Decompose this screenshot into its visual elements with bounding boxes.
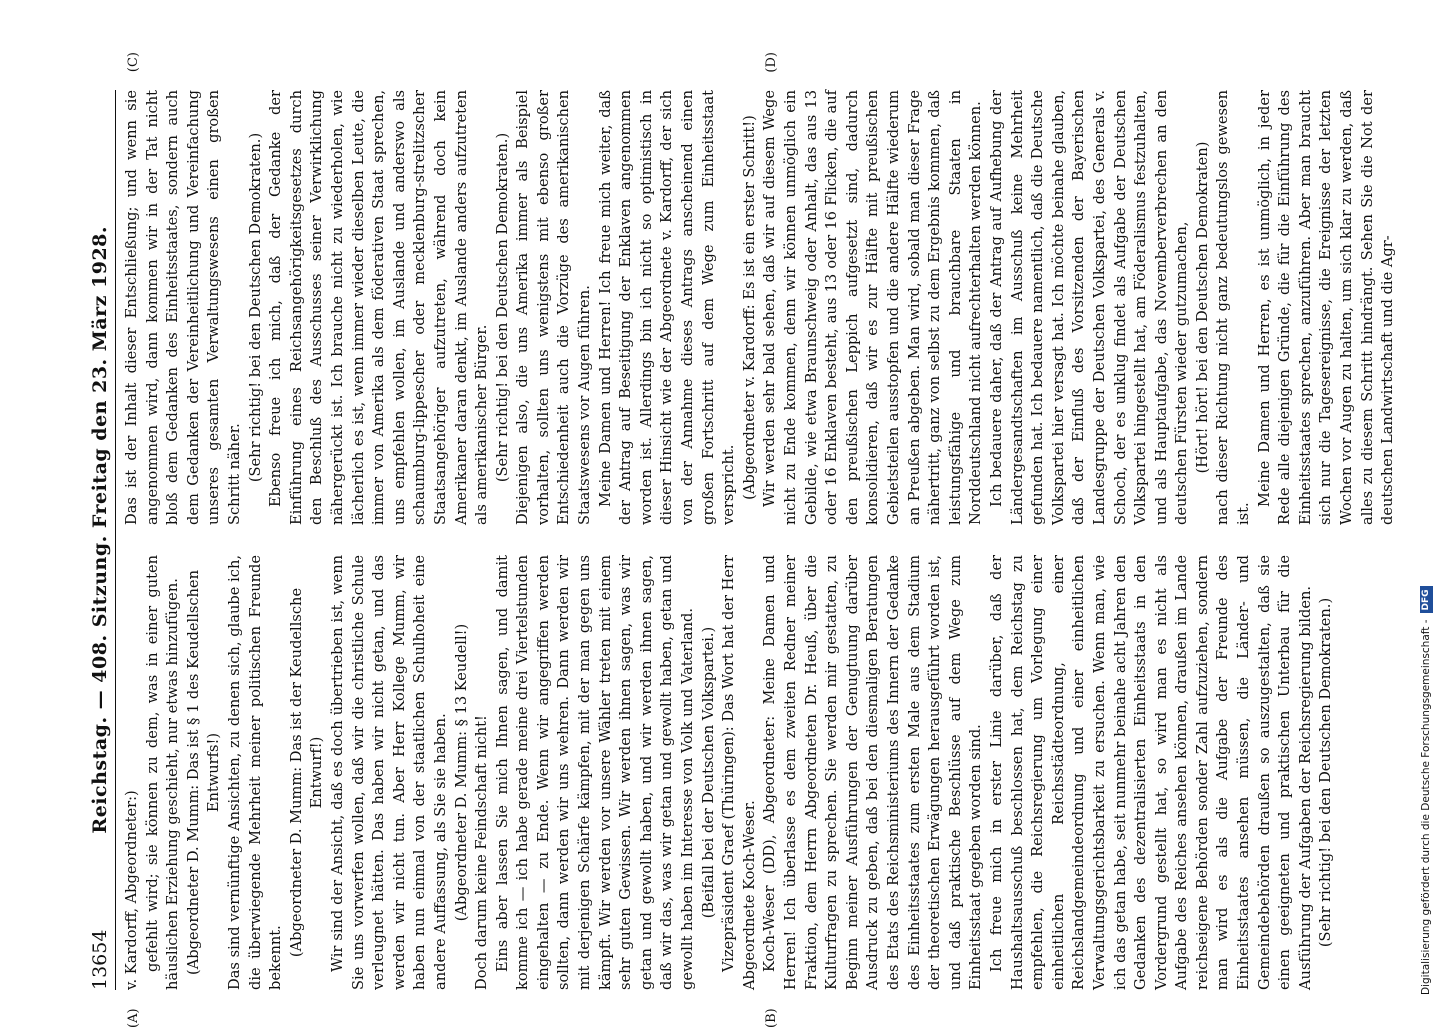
speech-paragraph: Ich freue mich in erster Linie darüber, daß der Haushaltsausschuß beschlossen hat, dem Reichstag zu empfehlen, die Reichsregierung um Vorlegung einer einheitlichen Reichsstädteordnung, einer Reichslandgemeindeordnung und einer einheitlichen Verwaltungsgerichtsbarkeit zu ersuchen. Wenn man, wie ich das getan habe, seit nunmehr beinahe acht Jahren den Gedanken des dezentralisierten Einheitsstaats in den Vordergrund gestellt hat, so wird man es nicht als Aufgabe des Reiches ansehen können, draußen im Lande reichseigene Behörden sonder Zahl aufzuziehen, sondern man wird es als die Aufgabe der Freunde des Einheitsstaates ansehen müssen, die Länder- und Gemeindebehörden draußen so auszugestalten, daß sie einen geeigneten und praktischen Unterbau für die Ausführung der Aufgaben der Reichsregierung bilden. (987, 555, 1314, 990)
applause-note: (Beifall bei der Deutschen Volkspartei.) (699, 626, 717, 919)
paragraph: Meine Damen und Herren, es ist unmöglich, in jeder Rede alle diejenigen Gründe, die für die Einführung des Einheitsstaates sprechen, anzuführen. Aber man braucht sich nur die Tagesereignisse, die Ereignisse der letzten Wochen vor Augen zu halten, um sich klar zu werden, daß alles zu diesem Schritt hindrängt. Sehen Sie die Not der deutschen Landwirtschaft und die Agr- (1255, 90, 1397, 525)
page-number: 13654 (89, 929, 111, 990)
page-header (80, 90, 116, 990)
left-column (122, 555, 1400, 1028)
margin-mark-d: (D) (764, 52, 779, 73)
paragraph: Meine Damen und Herren! Ich freue mich weiter, daß der Antrag auf Beseitigung der Enklaven angenommen worden ist. Allerdings bin ich nicht so optimistisch in dieser Hinsicht wie der Abgeordnete v. Kardorff, der sich von der Annahme dieses Antrags anscheinend einen großen Fortschritt auf dem Wege zum Einheitsstaat verspricht. (596, 90, 738, 525)
interjection: (Abgeordneter D. Mumm: Das ist der Keudellsche Entwurf!) (287, 587, 326, 958)
paragraph: Wir werden sehr bald sehen, daß wir auf diesem Wege nicht zu Ende kommen, denn wir können unmöglich ein Gebilde, wie etwa Braunschweig oder Anhalt, das aus 13 oder 16 Enklaven besteht, aus 13 oder 16 Flicken, die auf den preußischen Leppich aufgesetzt sind, dadurch konsolidieren, daß wir es zur Hälfte mit preußischen Gebietsteilen ausstopfen und die andere Hälfte wiederum an Preußen abgeben. Man wird, sobald man dieser Frage nähertritt, ganz von selbst zu dem Ergebnis kommen, daß leistungsfähige und brauchbare Staaten in Norddeutschland nicht aufrechterhalten werden können. (761, 90, 985, 525)
margin-mark-b: (B) (764, 1008, 779, 1028)
text-columns (122, 52, 1400, 1028)
dfg-credit (1418, 5, 1434, 995)
interjection: (Abgeordneter D. Mumm: § 13 Keudell!) (452, 623, 470, 922)
paragraph: Das ist der Inhalt dieser Entschließung; und wenn sie angenommen wird, dann kommen wir in der Tat nicht bloß dem Gedanken des Einheitsstaates, sondern auch dem Gedanken der Vereinheitlichung und Vereinfachung unseres gesamten Verwaltungswesens einen großen Schritt näher. (123, 90, 243, 525)
rotated-document-page (80, 52, 1400, 1028)
right-column (122, 52, 1400, 525)
interjection: (Sehr richtig! bei den Deutschen Demokraten.) (1317, 597, 1335, 948)
paragraph: Doch darum keine Feindschaft nicht! (473, 715, 491, 990)
page-title: Reichstag. — 408. Sitzung. Freitag den 23. März 1928. (89, 225, 111, 834)
speech-paragraph: Koch-Weser (DD), Abgeordneter: Meine Damen und Herren! Ich überlasse es dem zweiten Redner meiner Fraktion, dem Herrn Abgeordneten Dr. Heuß, über die Kulturfragen zu sprechen. Sie werden mir gestatten, zu Beginn meiner Ausführungen der Genugtuung darüber Ausdruck zu geben, daß bei den diesmaligen Beratungen des Etats des Reichsministeriums des Innern der Gedanke des Einheitsstaates zum ersten Male aus dem Stadium der theoretischen Erwägungen herausgeführt worden ist, und daß praktische Beschlüsse auf dem Wege zum Einheitsstaat gegeben worden sind. (761, 555, 985, 990)
credit-text: Digitalisierung gefördert durch die Deutsche Forschungsgemeinschaft - (1420, 619, 1432, 995)
dfg-logo-badge: DFG (1420, 586, 1433, 613)
paragraph: nach dieser Richtung nicht ganz bedeutungslos gewesen ist. (1214, 90, 1253, 525)
speaker-announcement: Vizepräsident Graef (Thüringen): Das Wort hat der Herr Abgeordnete Koch-Weser. (720, 555, 758, 990)
interjection: (Sehr richtig! bei den Deutschen Demokraten.) (493, 132, 511, 483)
margin-mark-a: (A) (126, 1008, 141, 1028)
paragraph: Eins aber lassen Sie mich Ihnen sagen, und damit komme ich — ich habe gerade meine drei Viertelstunden eingehalten — zu Ende. Wenn wir angegriffen werden sollten, dann werden wir uns wehren. Dann werden wir mit derjenigen Schärfe kämpfen, mit der man gegen uns kämpft. Wir werden vor unsere Wähler treten mit einem sehr guten Gewissen. Wir werden ihnen sagen, was wir getan und gewollt haben, und wir werden ihnen sagen, daß wir das, was wir getan und gewollt haben, getan und gewollt haben im Interesse von Volk und Vaterland. (493, 555, 697, 990)
margin-mark-c: (C) (126, 52, 141, 73)
paragraph: Diejenigen also, die uns Amerika immer als Beispiel vorhalten, sollten uns wenigstens mit ebenso großer Entschiedenheit auch die Vorzüge des amerikanischen Staatswesens vor Augen führen. (514, 90, 594, 525)
paragraph: Wir sind der Ansicht, daß es doch übertrieben ist, wenn Sie uns vorwerfen wollen, daß wir die christliche Schule verleugnet hätten. Das haben wir nicht getan, und das werden wir nicht tun. Aber Herr Kollege Mumm, wir haben nun einmal von der staatlichen Schulhoheit eine andere Auffassung, als Sie sie haben. (328, 555, 449, 990)
paragraph: gefehlt wird; sie können zu dem, was in einer guten häuslichen Erziehung geschieht, nur etwas hinzufügen. (143, 555, 182, 990)
paragraph: Ich bedauere daher, daß der Antrag auf Aufhebung der Ländergesandtschaften im Ausschuß keine Mehrheit gefunden hat. Ich bedauere namentlich, daß die Deutsche Volkspartei hier versagt hat. Ich möchte beinahe glauben, daß der Einfluß des Vorsitzenden der Bayerischen Landesgruppe der Deutschen Volkspartei, des Generals v. Schoch, der es unklug findet als Aufgabe der Deutschen Volkspartei hingestellt hat, am Föderalismus festzuhalten, und als Hauptaufgabe, das Novemberverbrechen an den deutschen Fürsten wieder gutzumachen, (987, 90, 1191, 525)
paragraph: Ebenso freue ich mich, daß der Gedanke der Einführung eines Reichsangehörigkeitsgesetzes durch den Beschluß des Ausschusses seiner Verwirklichung nähergerückt ist. Ich brauche nicht zu wiederholen, wie lächerlich es ist, wenn immer wieder dieselben Leute, die immer von Amerika als dem föderativen Staat sprechen, uns empfehlen wollen, im Auslande und anderswo als schaumburg-lippescher oder mecklenburg-strelitzscher Staatsangehöriger aufzutreten, während doch kein Amerikaner daran denkt, im Auslande anders aufzutreten als amerikanischer Bürger. (267, 90, 491, 525)
paragraph: v. Kardorff, Abgeordneter:) (123, 790, 140, 990)
interjection: (Sehr richtig! bei den Deutschen Demokraten.) (246, 132, 264, 483)
interjection: (Abgeordneter D. Mumm: Das ist § 1 des Keudellschen Entwurfs!) (184, 570, 223, 975)
interjection: (Abgeordneter v. Kardorff: Es ist ein erster Schritt!) (740, 115, 758, 500)
paragraph: Das sind vernünftige Ansichten, zu denen sich, glaube ich, die überwiegende Mehrheit meiner politischen Freunde bekennt. (225, 555, 285, 990)
interjection: (Hört! hört! bei den Deutschen Demokraten) (1193, 141, 1211, 474)
